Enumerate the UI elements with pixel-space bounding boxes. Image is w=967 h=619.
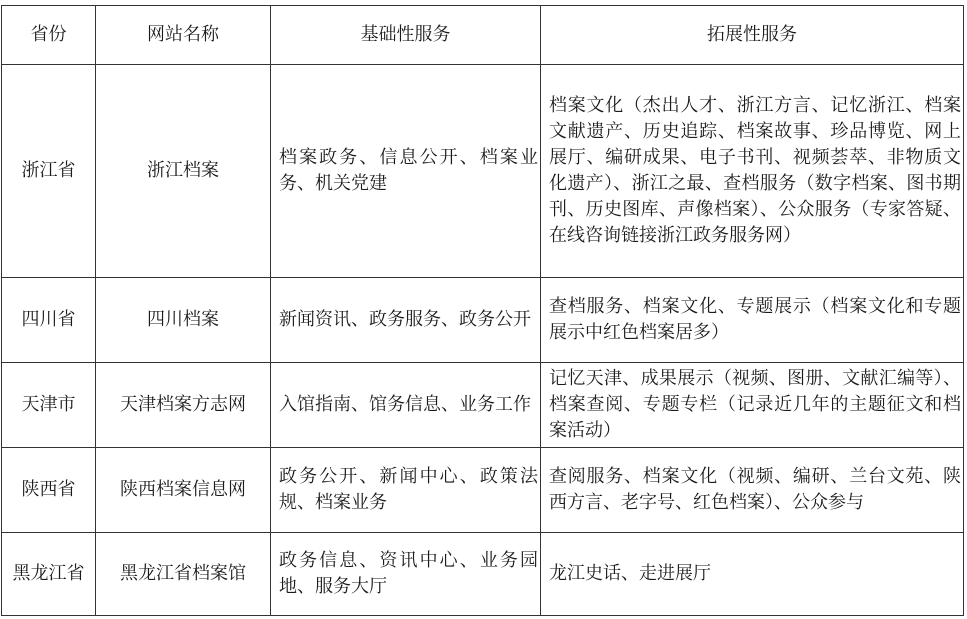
table-row (2, 533, 964, 616)
table-row (2, 65, 964, 278)
cell-basic-services: 入馆指南、馆务信息、业务工作 (271, 363, 541, 448)
cell-extended-services: 查阅服务、档案文化（视频、编研、兰台文苑、陕西方言、老字号、红色档案）、公众参与 (541, 448, 964, 533)
archives-services-table (1, 5, 964, 616)
cell-basic-services: 档案政务、信息公开、档案业务、机关党建 (271, 65, 541, 278)
header-extended-services: 拓展性服务 (541, 6, 964, 65)
cell-extended-services: 龙江史话、走进展厅 (541, 533, 964, 616)
cell-extended-services: 查档服务、档案文化、专题展示（档案文化和专题展示中红色档案居多） (541, 278, 964, 363)
cell-extended-services: 记忆天津、成果展示（视频、图册、文献汇编等）、档案查阅、专题专栏（记录近几年的主题征文和档案活动） (541, 363, 964, 448)
cell-site-name: 浙江档案 (96, 65, 271, 278)
cell-site-name: 天津档案方志网 (96, 363, 271, 448)
cell-extended-services: 档案文化（杰出人才、浙江方言、记忆浙江、档案文献遗产、历史追踪、档案故事、珍品博览、网上展厅、编研成果、电子书刊、视频荟萃、非物质文化遗产）、浙江之最、查档服务（数字档案、图书期刊、历史图库、声像档案）、公众服务（专家答疑、在线咨询链接浙江政务服务网） (541, 65, 964, 278)
cell-basic-services: 政务信息、资讯中心、业务园地、服务大厅 (271, 533, 541, 616)
cell-province: 天津市 (2, 363, 96, 448)
cell-basic-services: 新闻资讯、政务服务、政务公开 (271, 278, 541, 363)
cell-province: 四川省 (2, 278, 96, 363)
header-row (2, 6, 964, 65)
cell-province: 陕西省 (2, 448, 96, 533)
header-site-name: 网站名称 (96, 6, 271, 65)
header-basic-services: 基础性服务 (271, 6, 541, 65)
table-row (2, 448, 964, 533)
cell-site-name: 陕西档案信息网 (96, 448, 271, 533)
header-province: 省份 (2, 6, 96, 65)
cell-province: 浙江省 (2, 65, 96, 278)
table-row (2, 363, 964, 448)
cell-basic-services: 政务公开、新闻中心、政策法规、档案业务 (271, 448, 541, 533)
cell-province: 黑龙江省 (2, 533, 96, 616)
cell-site-name: 四川档案 (96, 278, 271, 363)
table-row (2, 278, 964, 363)
cell-site-name: 黑龙江省档案馆 (96, 533, 271, 616)
